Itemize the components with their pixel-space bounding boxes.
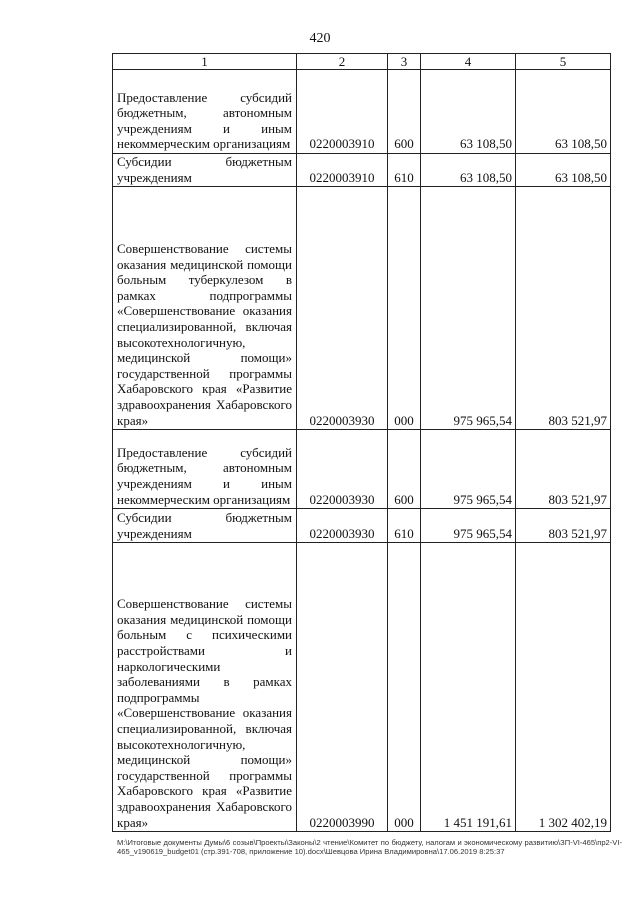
table-row — [113, 187, 611, 430]
row-name-cell — [113, 187, 297, 430]
row-code: 0220003990 — [297, 543, 388, 832]
row-sum-2: 63 108,50 — [516, 70, 611, 154]
row-name: Совершенствование системы оказания медицинской помощи больным туберкулезом в рамках подпрограммы «Совершенствование оказания специализированной, включая высокотехнологичную, медицинской помощи» государственной программы Хабаровского края «Развитие здравоохранения Хабаровского края» — [117, 241, 292, 428]
table-row — [113, 509, 611, 543]
row-name: Совершенствование системы оказания медицинской помощи больным с психическими расстройствами и наркологическими заболеваниями в рамках подпрограммы «Совершенствование оказания специализированной, включая высокотехнологичную, медицинской помощи» государственной программы Хабаровского края «Развитие здравоохранения Хабаровского края» — [117, 596, 292, 830]
row-expense-type: 600 — [388, 70, 421, 154]
table-row — [113, 543, 611, 832]
row-expense-type: 610 — [388, 509, 421, 543]
row-sum-2: 803 521,97 — [516, 509, 611, 543]
row-name-cell — [113, 430, 297, 509]
row-name: Субсидии бюджетным учреждениям — [117, 154, 292, 185]
row-sum-1: 975 965,54 — [421, 187, 516, 430]
row-sum-1: 975 965,54 — [421, 430, 516, 509]
row-name-cell — [113, 509, 297, 543]
header-col-5: 5 — [516, 54, 611, 70]
row-code: 0220003930 — [297, 430, 388, 509]
row-sum-2: 1 302 402,19 — [516, 543, 611, 832]
table-header-row — [113, 54, 611, 70]
header-col-2: 2 — [297, 54, 388, 70]
row-sum-2: 63 108,50 — [516, 154, 611, 187]
header-col-4: 4 — [421, 54, 516, 70]
page-number: 420 — [309, 31, 331, 46]
table-row — [113, 154, 611, 187]
row-expense-type: 610 — [388, 154, 421, 187]
header-col-3: 3 — [388, 54, 421, 70]
header-col-1: 1 — [113, 54, 297, 70]
budget-table — [112, 53, 611, 832]
row-sum-2: 803 521,97 — [516, 187, 611, 430]
row-code: 0220003910 — [297, 154, 388, 187]
row-name: Субсидии бюджетным учреждениям — [117, 510, 292, 541]
row-sum-2: 803 521,97 — [516, 430, 611, 509]
row-code: 0220003930 — [297, 187, 388, 430]
row-sum-1: 63 108,50 — [421, 154, 516, 187]
row-sum-1: 63 108,50 — [421, 70, 516, 154]
row-name-cell — [113, 154, 297, 187]
row-name: Предоставление субсидий бюджетным, автономным учреждениям и иным некоммерческим организациям — [117, 89, 292, 152]
row-name-cell — [113, 70, 297, 154]
row-expense-type: 000 — [388, 187, 421, 430]
document-path-footer: M:\Итоговые документы Думы\6 созыв\Проекты\Законы\2 чтение\Комитет по бюджету, налогам и экономическому развитию\ЗП-VI-465\пр2-VI-465_v190619_budget01 (стр.391-708, приложение 10).docx\Шевцова Ирина Владимировна\17.06.2019 8:25:37 — [117, 838, 622, 856]
row-name: Предоставление субсидий бюджетным, автономным учреждениям и иным некоммерческим организациям — [117, 444, 292, 507]
row-code: 0220003930 — [297, 509, 388, 543]
table-row — [113, 430, 611, 509]
row-expense-type: 600 — [388, 430, 421, 509]
table-row — [113, 70, 611, 154]
row-expense-type: 000 — [388, 543, 421, 832]
row-sum-1: 975 965,54 — [421, 509, 516, 543]
row-name-cell — [113, 543, 297, 832]
row-code: 0220003910 — [297, 70, 388, 154]
row-sum-1: 1 451 191,61 — [421, 543, 516, 832]
